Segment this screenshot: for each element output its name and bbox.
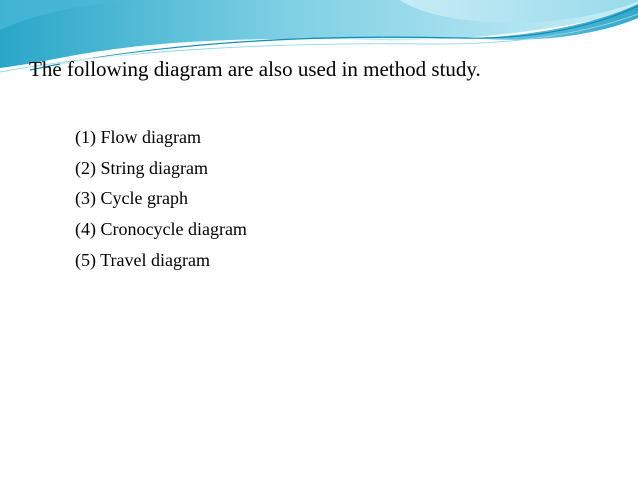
list-item: (1) Flow diagram [75, 127, 201, 147]
list-item: (5) Travel diagram [75, 249, 210, 270]
list-item: (2) String diagram [75, 157, 208, 178]
list-item: (3) Cycle graph [75, 188, 188, 209]
diagram-list [75, 122, 247, 276]
list-item: (4) Cronocycle diagram [75, 219, 247, 240]
slide-heading: The following diagram are also used in method study. [29, 57, 481, 81]
